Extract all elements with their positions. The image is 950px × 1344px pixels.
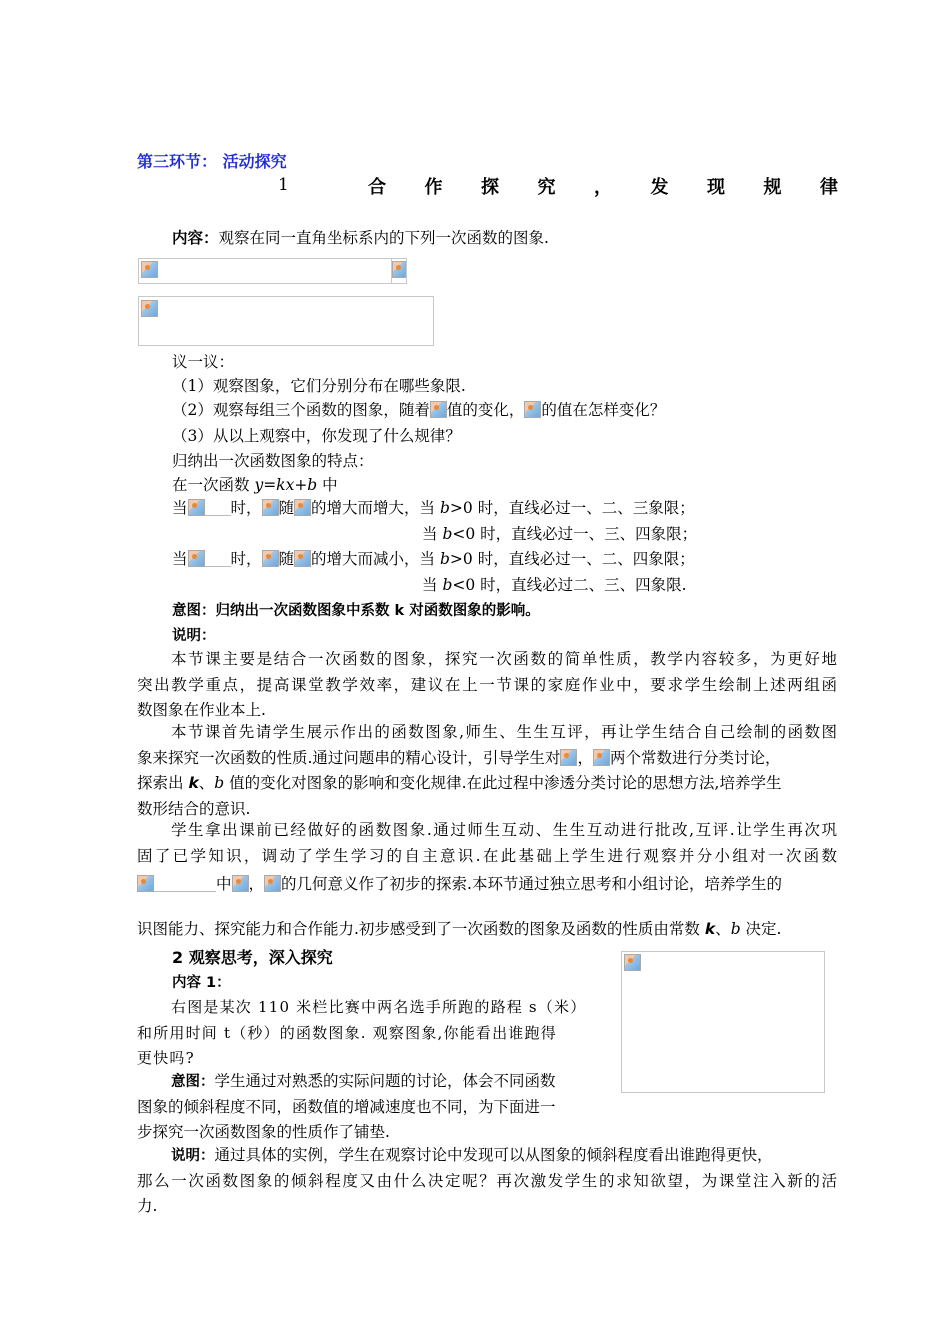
- text-line: 固了已学知识，调动了学生学习的自主意识.在此基础上学生进行观察并分小组对一次函数: [137, 846, 837, 865]
- text-line: [137, 1069, 593, 1095]
- b-var: b: [442, 576, 453, 594]
- content-text: 观察在同一直角坐标系内的下列一次函数的图象.: [218, 229, 549, 247]
- y-image-icon: [524, 401, 541, 418]
- rule-time: 时，: [230, 550, 262, 568]
- question-2-part-a: （2）观察每组三个函数的图象，随着: [172, 401, 430, 419]
- text-segment: 识图能力、探究能力和合作能力.初步感受到了一次函数的图象及函数的性质由常数: [137, 920, 705, 938]
- text-line: 步探究一次函数图象的性质作了铺垫.: [137, 1123, 390, 1141]
- text-line: 数图象在作业本上.: [137, 701, 266, 719]
- text-segment: 中: [216, 875, 232, 893]
- rule-with: 随: [278, 499, 295, 517]
- k-gt-0-image-icon: [188, 499, 205, 516]
- text-segment: 学生通过对熟悉的实际问题的讨论，体会不同函数: [214, 1072, 556, 1090]
- subheading-1-char: 探: [481, 177, 499, 198]
- rule-k-negative: [172, 547, 695, 569]
- text-line: 本节课首先请学生展示作出的函数图象,师生、生生互评，再让学生结合自己绘制的函数图: [171, 723, 837, 741]
- function-line: [172, 473, 338, 495]
- text-line: 图象的倾斜程度不同，函数值的增减速度也不同，为下面进一: [137, 1097, 556, 1116]
- subheading-1-char: 发: [650, 177, 669, 198]
- rule-with: 随: [278, 550, 295, 568]
- b-image-icon: [593, 749, 610, 766]
- broken-image-icon: [624, 954, 641, 971]
- rule-dang: 当: [422, 525, 443, 543]
- k-image-icon: [430, 401, 447, 418]
- content-label: 内容：: [172, 229, 219, 247]
- text-line: 本节课主要是结合一次函数的图象，探究一次函数的简单性质，教学内容较多，为更好地: [171, 650, 837, 668]
- question-1: （1）观察图象，它们分别分布在哪些象限.: [172, 377, 466, 395]
- text-line: 右图是某次 110 米栏比赛中两名选手所跑的路程 s（米）: [171, 998, 587, 1016]
- rule-gt-b: >0 时，直线必过一、二、四象限；: [449, 550, 695, 568]
- text-line: [137, 869, 837, 917]
- k-lt-0-image-icon: [188, 550, 205, 567]
- text-line: [137, 917, 837, 943]
- b-var: b: [214, 774, 225, 792]
- intent-2-label: 意图：: [171, 1074, 215, 1090]
- race-graph-image: [621, 951, 825, 1093]
- text-segment: 的几何意义作了初步的探索.本环节通过独立思考和小组讨论，培养学生的: [281, 875, 782, 893]
- k-var: k: [704, 920, 716, 938]
- question-3: （3）从以上观察中，你发现了什么规律？: [172, 427, 461, 445]
- summary-line: 归纳出一次函数图象的特点：: [172, 452, 374, 470]
- graph-image-1: [138, 258, 392, 284]
- note-paragraph-3: [137, 818, 837, 943]
- text-line: 那么一次函数图象的倾斜程度又由什么决定呢？再次激发学生的求知欲望，为课堂注入新的活: [137, 1171, 837, 1190]
- intent-1: 意图：归纳出一次函数图象中系数 k 对函数图象的影响。: [172, 603, 540, 619]
- text-line: 更快吗?: [137, 1049, 195, 1067]
- text-line: 数形结合的意识.: [137, 799, 251, 818]
- intent-2-paragraph: [137, 1069, 593, 1146]
- note-2-label: 说明：: [171, 1148, 215, 1164]
- rule-lt-b: <0 时，直线必过二、三、四象限.: [452, 576, 687, 594]
- blank: [205, 566, 231, 567]
- text-segment: ，: [577, 748, 593, 767]
- rule-when: 当: [172, 550, 188, 568]
- graph-image-3: [138, 296, 434, 346]
- note-paragraph-2: [137, 720, 837, 822]
- text-line: [137, 771, 837, 797]
- b-image-icon: [264, 875, 281, 892]
- rule-gt-a: >0 时，直线必过一、二、三象限；: [449, 499, 695, 517]
- blank: [154, 891, 216, 892]
- x-image-icon: [294, 550, 311, 567]
- rule-k-positive-b-negative: [422, 522, 697, 544]
- b-var: b: [439, 550, 450, 568]
- text-segment: 探索出: [137, 774, 189, 792]
- text-segment: 象来探究一次函数的性质.通过问题串的精心设计，引导学生对: [137, 748, 561, 767]
- subheading-1-char: 合: [368, 177, 386, 198]
- text-segment: 两个常数进行分类讨论，: [609, 748, 781, 767]
- text-segment: ，: [248, 875, 265, 893]
- text-segment: 、: [715, 920, 731, 938]
- subheading-1: [368, 173, 838, 199]
- b-var: b: [442, 525, 453, 543]
- text-line: 突出教学重点，提高课堂教学效率，建议在上一节课的家庭作业中，要求学生绘制上述两组函: [137, 675, 837, 694]
- broken-image-icon: [141, 261, 158, 278]
- text-line: [137, 1143, 837, 1169]
- text-segment: 值的变化对图象的影响和变化规律.在此过程中渗透分类讨论的思想方法,培养学生: [224, 774, 782, 792]
- rule-dec: 的增大而减小，当: [311, 550, 440, 568]
- rule-lt-a: <0 时，直线必过一、三、四象限；: [452, 525, 698, 543]
- y-image-icon: [262, 550, 279, 567]
- y-image-icon: [262, 499, 279, 516]
- subheading-2: 2 观察思考，深入探究: [172, 948, 333, 967]
- broken-image-icon: [141, 300, 158, 317]
- k-image-icon: [560, 749, 577, 766]
- subheading-1-char: 作: [424, 177, 443, 198]
- text-segment: 决定.: [740, 920, 782, 938]
- b-var: b: [439, 499, 450, 517]
- blank: [205, 515, 231, 516]
- rule-when: 当: [172, 499, 188, 517]
- text-line: 力.: [137, 1197, 158, 1215]
- function-suffix: 中: [317, 476, 338, 494]
- subheading-1-char: ，: [594, 177, 612, 198]
- section-title: 第三环节： 活动探究: [137, 152, 287, 171]
- rule-time: 时，: [230, 499, 262, 517]
- subheading-1-char: 究: [537, 177, 556, 198]
- rule-dang: 当: [422, 576, 443, 594]
- k-var: k: [188, 774, 199, 792]
- note-paragraph-1: [137, 647, 837, 724]
- k-image-icon: [232, 875, 249, 892]
- content-1-paragraph: [137, 995, 593, 1072]
- function-prefix: 在一次函数: [172, 476, 255, 494]
- b-var: b: [730, 920, 741, 938]
- text-line: 和所用时间 t（秒）的函数图象. 观察图象,你能看出谁跑得: [137, 1023, 557, 1042]
- subheading-1-char: 规: [763, 177, 782, 198]
- rule-k-negative-b-negative: [422, 573, 687, 595]
- text-segment: 通过具体的实例，学生在观察讨论中发现可以从图象的倾斜程度看出谁跑得更快，: [214, 1146, 773, 1164]
- question-2: [172, 398, 665, 420]
- content-line: [172, 226, 549, 248]
- text-line: [137, 746, 837, 772]
- broken-image-icon: [392, 261, 406, 278]
- question-2-part-b: 值的变化，: [446, 401, 525, 419]
- text-line: 学生拿出课前已经做好的函数图象.通过师生互动、生生互动进行批改,互评.让学生再次巩: [171, 821, 837, 839]
- x-image-icon: [294, 499, 311, 516]
- function-formula: y=kx+b: [254, 476, 318, 494]
- subheading-1-char: 现: [707, 177, 725, 198]
- subheading-1-number: 1: [278, 175, 289, 195]
- note-2-paragraph: [137, 1143, 837, 1220]
- content-1-label: 内容 1：: [172, 975, 231, 991]
- note-label: 说明：: [172, 628, 216, 644]
- question-2-part-c: 的值在怎样变化？: [541, 401, 666, 419]
- function-image-icon: [137, 875, 154, 892]
- text-segment: 、: [198, 774, 215, 792]
- subheading-1-char: 律: [820, 177, 838, 198]
- discuss-title: 议一议：: [172, 353, 235, 371]
- rule-k-positive: [172, 496, 695, 518]
- rule-inc: 的增大而增大，当: [311, 499, 440, 517]
